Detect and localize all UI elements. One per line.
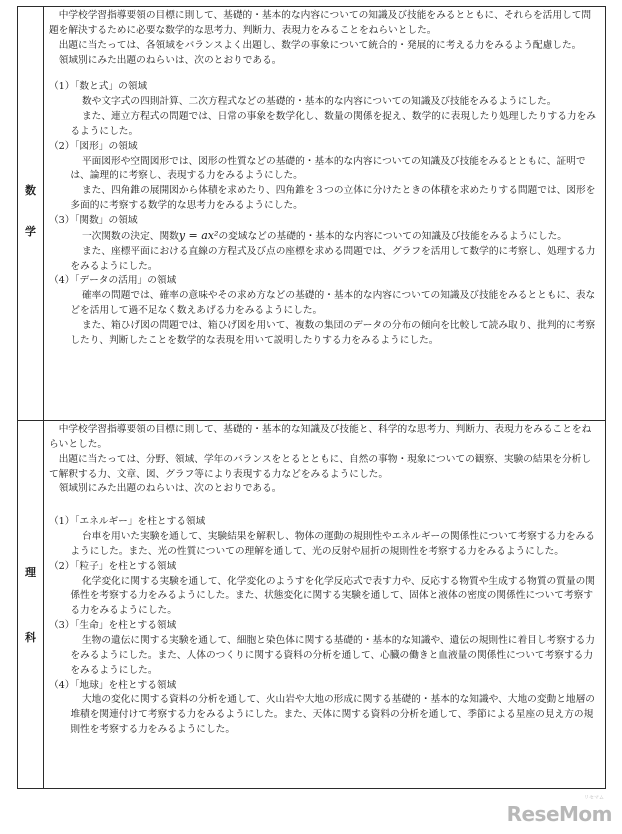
math-section-heading: （1）「数と式」の領域 (49, 81, 148, 93)
math-subject-cell (18, 7, 44, 420)
math-section-text: また、座標平面における直線の方程式及び点の座標を求める問題では、グラフを活用して数学的に考察し、処理する力をみるようにした。 (70, 245, 596, 272)
math-section-text: また、四角錐の展開図から体積を求めたり、四角錐を３つの立体に分けたときの体積を求めたりする問題では、図形を多面的に考察する数学的な思考力をみるようにした。 (70, 185, 596, 212)
science-intro-3: 領域別にみた出題のねらいは、次のとおりである。 (58, 483, 282, 495)
math-row (18, 7, 605, 421)
watermark-logo: ReseMom (506, 802, 612, 826)
watermark-logo-subtext: リセマム (584, 795, 604, 801)
science-section-heading: （3）「生命」を柱とする領域 (49, 620, 177, 632)
math-section-text: また、連立方程式の問題では、日常の事象を数学化し、数量の関係を捉え、数学的に表現したり処理したりする力をみるようにした。 (70, 111, 596, 137)
science-intro-1: 中学校学習指導要領の目標に則して、基礎的・基本的な知識及び技能と、科学的な思考力、判断力、表現力をみることをねらいとした。 (49, 424, 592, 450)
math-section-text: 数や文字式の四則計算、二次方程式などの基礎的・基本的な内容についての知識及び技能をみるようにした。 (81, 96, 557, 108)
math-intro-3: 領域別にみた出題のねらいは、次のとおりである。 (58, 54, 282, 66)
science-intro-2: 出題に当たっては、分野、領域、学年のバランスをとるとともに、自然の事物・現象についての観察、実験の結果を分析して解釈する力、文章、図、グラフ等により表現する力などをみるようにした。 (49, 453, 592, 480)
math-content (44, 7, 605, 420)
science-section-text: 化学変化に関する実験を通して、化学変化のようすを化学反応式で表す力や、反応する物質や生成する物質の質量の関係性を考察する力をみるようにした。また、状態変化に関する実験を通して、固体と液体の密度の関係性について考察する力をみるようにした。 (70, 575, 595, 617)
math-section-heading: （4）「データの活用」の領域 (49, 275, 177, 287)
science-section-text: 大地の変化に関する資料の分析を通して、火山岩や大地の形成に関する基礎的・基本的な知識や、大地の変動と地層の堆積を関連付けて考察する力をみるようにした。また、天体に関する資料の分析を通して、季節による星座の見え方の規則性を考察する力をみるようにした。 (70, 694, 595, 736)
science-section-text: 生物の遺伝に関する実験を通して、細胞と染色体に関する基礎的・基本的な知識や、遺伝の規則性に着目し考察する力をみるようにした。また、人体のつくりに関する資料の分析を通して、心臓の働きと血液量の関係性について考察する力をみるようにした。 (70, 634, 595, 676)
science-content (44, 421, 605, 788)
math-intro-2: 出題に当たっては、各領域をバランスよく出題し、数学の事象について統合的・発展的に考える力をみるよう配慮した。 (58, 39, 582, 51)
math-section-heading: （3）「関数」の領域 (49, 214, 138, 226)
science-subject-cell (18, 421, 44, 788)
math-section-text: 平面図形や空間図形では、図形の性質などの基礎的・基本的な内容についての知識及び技能をみるとともに、証明では、論理的に考察し、表現する力をみるようにした。 (70, 155, 586, 182)
science-row (18, 421, 605, 788)
science-section-heading: （2）「粒子」を柱とする領域 (49, 560, 177, 572)
math-label-bottom: 学 (25, 225, 36, 238)
math-function-text-before: 一次関数の決定、関数 (81, 230, 179, 242)
math-section-text: 確率の問題では、確率の意味やその求め方などの基礎的・基本的な内容についての知識及び技能をみるとともに、表などを活用して過不足なく数えあげる力をみるようにした。 (70, 290, 596, 317)
science-label-bottom: 科 (25, 631, 36, 644)
science-label-top: 理 (25, 566, 36, 579)
math-section-heading: （2）「図形」の領域 (49, 140, 138, 152)
science-section-text: 台車を用いた実験を通して、実験結果を解釈し、物体の運動の規則性やエネルギーの関係性について考察する力をみるようにした。また、光の性質についての理解を通して、光の反射や屈折の規則性を考察する力をみるようにした。 (70, 531, 595, 557)
function-formula: y = ax² (178, 228, 219, 242)
science-section-heading: （1）「エネルギー」を柱とする領域 (49, 516, 206, 528)
math-section-text (49, 229, 600, 245)
science-section-heading: （4）「地球」を柱とする領域 (49, 679, 177, 691)
math-function-text-after: の変域などの基礎的・基本的な内容についての知識及び技能をみるようにした。 (218, 230, 567, 242)
math-label-top: 数 (25, 184, 36, 197)
math-section-text: また、箱ひげ図の問題では、箱ひげ図を用いて、複数の集団のデータの分布の傾向を比較して読み取り、批判的に考察したり、判断したことを数学的な表現を用いて説明したりする力をみるようにした。 (70, 319, 596, 346)
aims-table (17, 6, 606, 789)
math-intro-1: 中学校学習指導要領の目標に則して、基礎的・基本的な内容についての知識及び技能をみるとともに、それらを活用して問題を解決するために必要な数学的な思考力、判断力、表現力をみることをねらいとした。 (49, 10, 592, 36)
